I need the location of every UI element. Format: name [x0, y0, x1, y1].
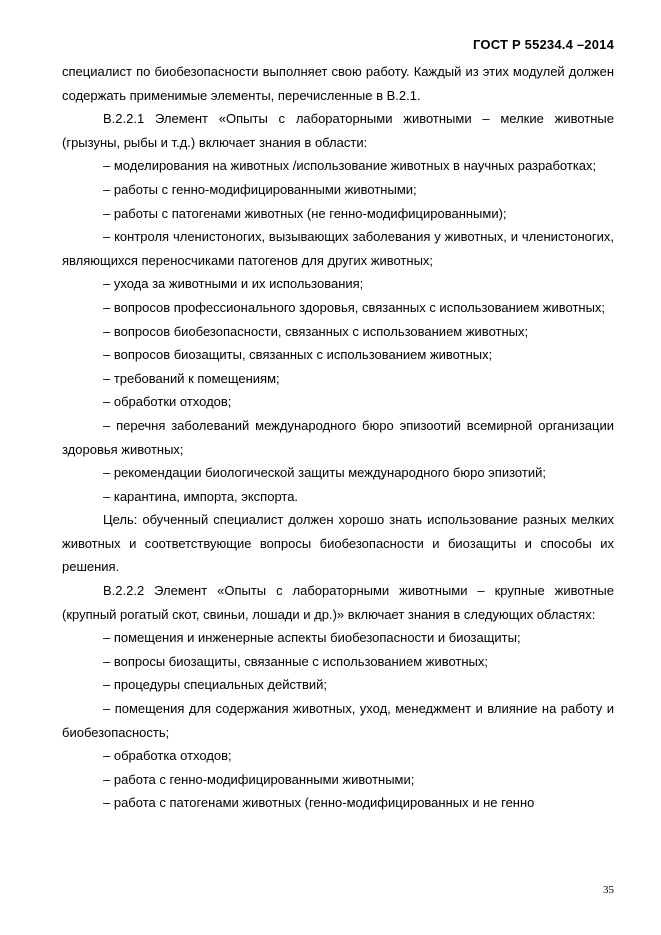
- list-item: – перечня заболеваний международного бюро эпизоотий всемирной организации здоровья животных;: [62, 417, 614, 457]
- list-item: – обработки отходов;: [103, 394, 232, 410]
- document-body: [62, 60, 614, 815]
- goal-paragraph: Цель: обученный специалист должен хорошо знать использование разных мелких животных и соответствующие вопросы биобезопасности и биозащиты и способы их решения.: [62, 512, 614, 575]
- list-item: – работы с генно-модифицированными животными;: [103, 181, 417, 197]
- list-item: – моделирования на животных /использование животных в научных разработках;: [103, 158, 597, 174]
- list-item: – работы с патогенами животных (не генно-модифицированными);: [103, 205, 507, 221]
- list-item: – вопросов биозащиты, связанных с использованием животных;: [103, 347, 493, 363]
- list-item: – работа с генно-модифицированными животными;: [103, 771, 415, 787]
- list-item: – вопросов биобезопасности, связанных с использованием животных;: [103, 323, 529, 339]
- list-item: – требований к помещениям;: [103, 370, 280, 386]
- section-heading-b221: В.2.2.1 Элемент «Опыты с лабораторными животными – мелкие животные (грызуны, рыбы и т.д.) включает знания в области:: [62, 111, 614, 150]
- list-item: – карантина, импорта, экспорта.: [103, 488, 299, 504]
- list-item: – помещения и инженерные аспекты биобезопасности и биозащиты;: [103, 630, 521, 646]
- list-item: – вопросов профессионального здоровья, связанных с использованием животных;: [103, 299, 606, 315]
- section-heading-b222: В.2.2.2 Элемент «Опыты с лабораторными животными – крупные животные (крупный рогатый скот, свиньи, лошади и др.)» включает знания в следующих областях:: [62, 583, 614, 622]
- document-header: ГОСТ Р 55234.4 –2014: [473, 37, 614, 52]
- list-item: – обработка отходов;: [103, 748, 232, 764]
- intro-paragraph: специалист по биобезопасности выполняет свою работу. Каждый из этих модулей должен содержать применимые элементы, перечисленные в В.2.1.: [62, 64, 614, 103]
- list-item: – вопросы биозащиты, связанные с использованием животных;: [103, 653, 489, 669]
- list-item: – помещения для содержания животных, уход, менеджмент и влияние на работу и биобезопасность;: [62, 701, 614, 740]
- list-item: – рекомендации биологической защиты международного бюро эпизотий;: [103, 465, 546, 481]
- list-item: – контроля членистоногих, вызывающих заболевания у животных, и членистоногих, являющихся переносчиками патогенов для других животных;: [62, 229, 614, 268]
- list-item: – процедуры специальных действий;: [103, 677, 327, 693]
- list-item: – работа с патогенами животных (генно-модифицированных и не генно: [103, 795, 535, 811]
- list-item: – ухода за животными и их использования;: [103, 276, 364, 292]
- page-number: 35: [603, 884, 614, 896]
